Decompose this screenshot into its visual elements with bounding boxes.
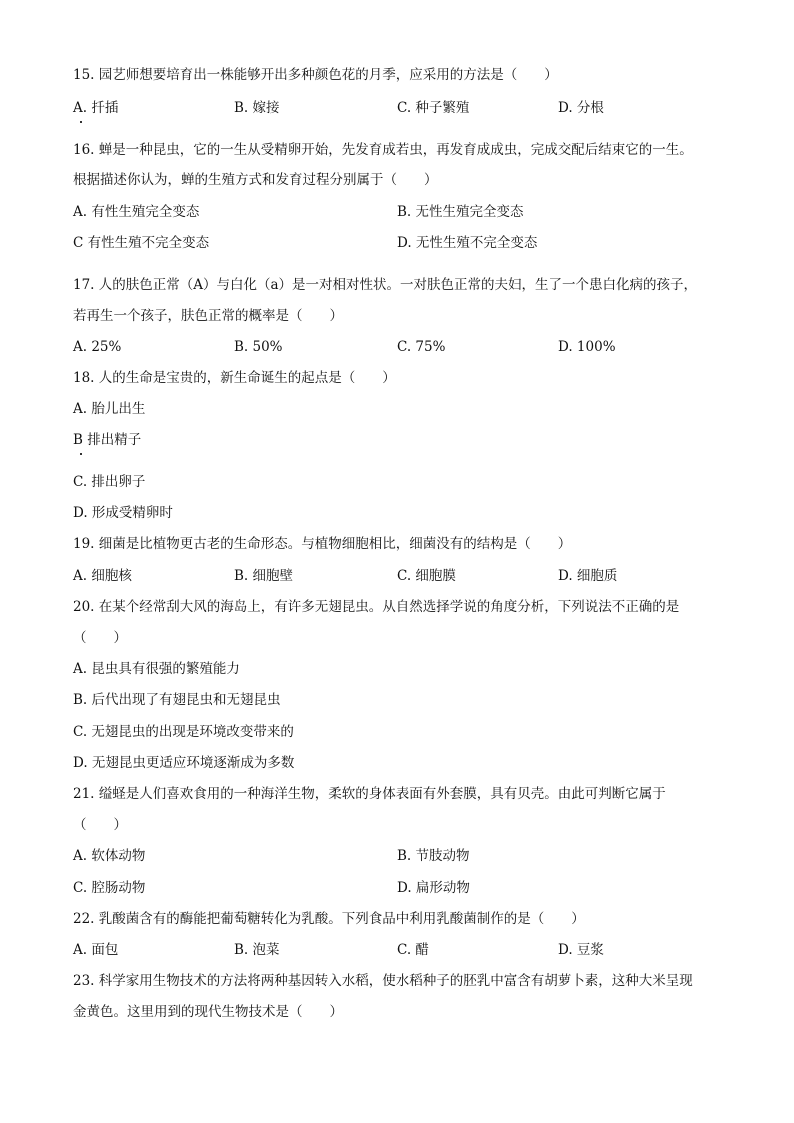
question-20-stem-line2: （ ） [73,630,127,646]
question-17-stem-line2: 若再生一个孩子，肤色正常的概率是（ ） [73,308,343,324]
q20-option-b: B. 后代出现了有翅昆虫和无翅昆虫 [73,692,281,708]
scan-speck [80,121,82,123]
question-20-stem-line1: 20. 在某个经常刮大风的海岛上，有许多无翅昆虫。从自然选择学说的角度分析，下列说法不正确的是 [73,599,680,615]
q19-option-a: A. 细胞核 [73,568,132,584]
q18-option-b: B 排出精子 [73,432,142,448]
question-23-stem-line2: 金黄色。这里用到的现代生物技术是（ ） [73,1004,343,1020]
q15-option-d: D. 分根 [558,100,604,116]
scan-speck [80,453,82,455]
question-21-stem-line1: 21. 缢蛏是人们喜欢食用的一种海洋生物，柔软的身体表面有外套膜，具有贝壳。由此可判断它属于 [73,786,666,802]
q21-option-c: C. 腔肠动物 [73,880,146,896]
q17-option-c: C. 75% [397,339,446,355]
q22-option-c: C. 醋 [397,942,429,958]
question-22-stem: 22. 乳酸菌含有的酶能把葡萄糖转化为乳酸。下列食品中利用乳酸菌制作的是（ ） [73,911,585,927]
q17-option-b: B. 50% [234,339,283,355]
q20-option-a: A. 昆虫具有很强的繁殖能力 [73,661,240,677]
question-15-stem: 15. 园艺师想要培育出一株能够开出多种颜色花的月季，应采用的方法是（ ） [73,67,558,83]
q15-option-a: A. 扦插 [73,100,119,116]
q19-option-c: C. 细胞膜 [397,568,456,584]
question-18-stem: 18. 人的生命是宝贵的，新生命诞生的起点是（ ） [73,370,396,386]
q21-option-a: A. 软体动物 [73,848,146,864]
q16-option-a: A. 有性生殖完全变态 [73,204,200,220]
q18-option-d: D. 形成受精卵时 [73,505,173,521]
q19-option-d: D. 细胞质 [558,568,618,584]
q16-option-c: C 有性生殖不完全变态 [73,235,210,251]
question-23-stem-line1: 23. 科学家用生物技术的方法将两种基因转入水稻，使水稻种子的胚乳中富含有胡萝卜素，这种大米呈现 [73,973,693,989]
q22-option-a: A. 面包 [73,942,119,958]
q16-option-b: B. 无性生殖完全变态 [397,204,524,220]
q22-option-b: B. 泡菜 [234,942,280,958]
q15-option-b: B. 嫁接 [234,100,280,116]
question-16-stem-line1: 16. 蝉是一种昆虫，它的一生从受精卵开始，先发育成若虫，再发育成成虫，完成交配后结束它的一生。 [73,142,693,158]
q18-option-a: A. 胎儿出生 [73,401,146,417]
q22-option-d: D. 豆浆 [558,942,604,958]
question-19-stem: 19. 细菌是比植物更古老的生命形态。与植物细胞相比，细菌没有的结构是（ ） [73,536,572,552]
q20-option-d: D. 无翅昆虫更适应环境逐渐成为多数 [73,755,295,771]
q19-option-b: B. 细胞壁 [234,568,294,584]
q20-option-c: C. 无翅昆虫的出现是环境改变带来的 [73,724,294,740]
q15-option-c: C. 种子繁殖 [397,100,470,116]
question-16-stem-line2: 根据描述你认为，蝉的生殖方式和发育过程分别属于（ ） [73,172,438,188]
q21-option-d: D. 扁形动物 [397,880,470,896]
q17-option-d: D. 100% [558,339,616,355]
q17-option-a: A. 25% [73,339,122,355]
q16-option-d: D. 无性生殖不完全变态 [397,235,538,251]
q21-option-b: B. 节肢动物 [397,848,470,864]
q18-option-c: C. 排出卵子 [73,474,146,490]
question-17-stem-line1: 17. 人的肤色正常（A）与白化（a）是一对相对性状。一对肤色正常的夫妇，生了一个患白化病的孩子， [73,277,698,293]
question-21-stem-line2: （ ） [73,817,127,833]
